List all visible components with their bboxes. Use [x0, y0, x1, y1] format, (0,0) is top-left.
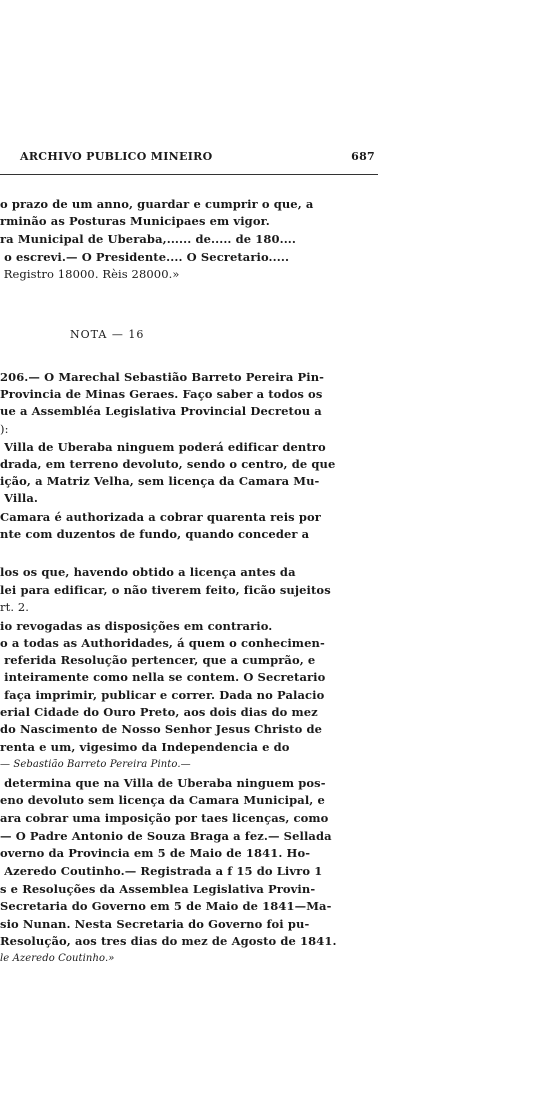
text-line: Villa.: [0, 491, 38, 505]
text-line: nte com duzentos de fundo, quando conceder a: [0, 527, 310, 541]
page-number: 687: [351, 150, 375, 163]
running-head: ARCHIVO PUBLICO MINEIRO: [20, 150, 213, 163]
text-line: Provincia de Minas Geraes. Faço saber a todos os: [0, 387, 323, 401]
text-line: Azeredo Coutinho.— Registrada a f 15 do Livro 1: [0, 864, 323, 878]
text-line: eno devoluto sem licença da Camara Municipal, e: [0, 793, 325, 807]
text-line: Villa de Uberaba ninguem poderá edificar dentro: [0, 440, 326, 454]
text-line: los os que, havendo obtido a licença antes da: [0, 565, 296, 579]
text-line: io revogadas as disposições em contrario.: [0, 619, 273, 633]
text-line: ):: [0, 422, 9, 436]
text-line: o prazo de um anno, guardar e cumprir o que, a: [0, 197, 314, 211]
text-line: ição, a Matriz Velha, sem licença da Camara Mu-: [0, 474, 320, 488]
text-line: overno da Provincia em 5 de Maio de 1841. Ho-: [0, 846, 311, 860]
text-line: rminão as Posturas Municipaes em vigor.: [0, 214, 270, 228]
text-line: drada, em terreno devoluto, sendo o centro, de que: [0, 457, 336, 471]
text-line: renta e um, vigesimo da Independencia e do: [0, 740, 290, 754]
text-line: o escrevi.— O Presidente.... O Secretario.....: [0, 250, 290, 264]
text-line: inteiramente como nella se contem. O Secretario: [0, 670, 326, 684]
text-line: faça imprimir, publicar e correr. Dada no Palacio: [0, 688, 325, 702]
section-title: NOTA — 16: [70, 328, 145, 341]
text-line: lei para edificar, o não tiverem feito, ficão sujeitos: [0, 583, 331, 597]
page-header: [20, 150, 375, 168]
text-line: Camara é authorizada a cobrar quarenta reis por: [0, 510, 321, 524]
text-line: 206.— O Marechal Sebastião Barreto Pereira Pin-: [0, 370, 325, 384]
text-line: Secretaria do Governo em 5 de Maio de 1841—Ma-: [0, 899, 332, 913]
signature-line: — Sebastião Barreto Pereira Pinto.—: [0, 759, 191, 770]
text-line: erial Cidade do Ouro Preto, aos dois dias do mez: [0, 705, 318, 719]
text-line: — O Padre Antonio de Souza Braga a fez.— Sellada: [0, 829, 332, 843]
text-line: o a todas as Authoridades, á quem o conhecimen-: [0, 636, 325, 650]
text-line: Registro 18000. Rèis 28000.»: [0, 267, 180, 281]
signature-line: le Azeredo Coutinho.»: [0, 953, 115, 964]
text-line: referida Resolução pertencer, que a cumprão, e: [0, 653, 316, 667]
text-line: rt. 2.: [0, 600, 30, 614]
text-line: determina que na Villa de Uberaba ninguem pos-: [0, 776, 326, 790]
text-line: ra Municipal de Uberaba,...... de..... de 180....: [0, 232, 297, 246]
text-line: sio Nunan. Nesta Secretaria do Governo foi pu-: [0, 917, 310, 931]
text-line: Resolução, aos tres dias do mez de Agosto de 1841.: [0, 934, 337, 948]
text-line: ara cobrar uma imposição por taes licenças, como: [0, 811, 329, 825]
text-line: s e Resoluções da Assemblea Legislativa Provin-: [0, 882, 316, 896]
text-line: ue a Assembléa Legislativa Provincial Decretou a: [0, 404, 322, 418]
text-line: do Nascimento de Nosso Senhor Jesus Christo de: [0, 722, 323, 736]
header-rule: [0, 174, 378, 175]
